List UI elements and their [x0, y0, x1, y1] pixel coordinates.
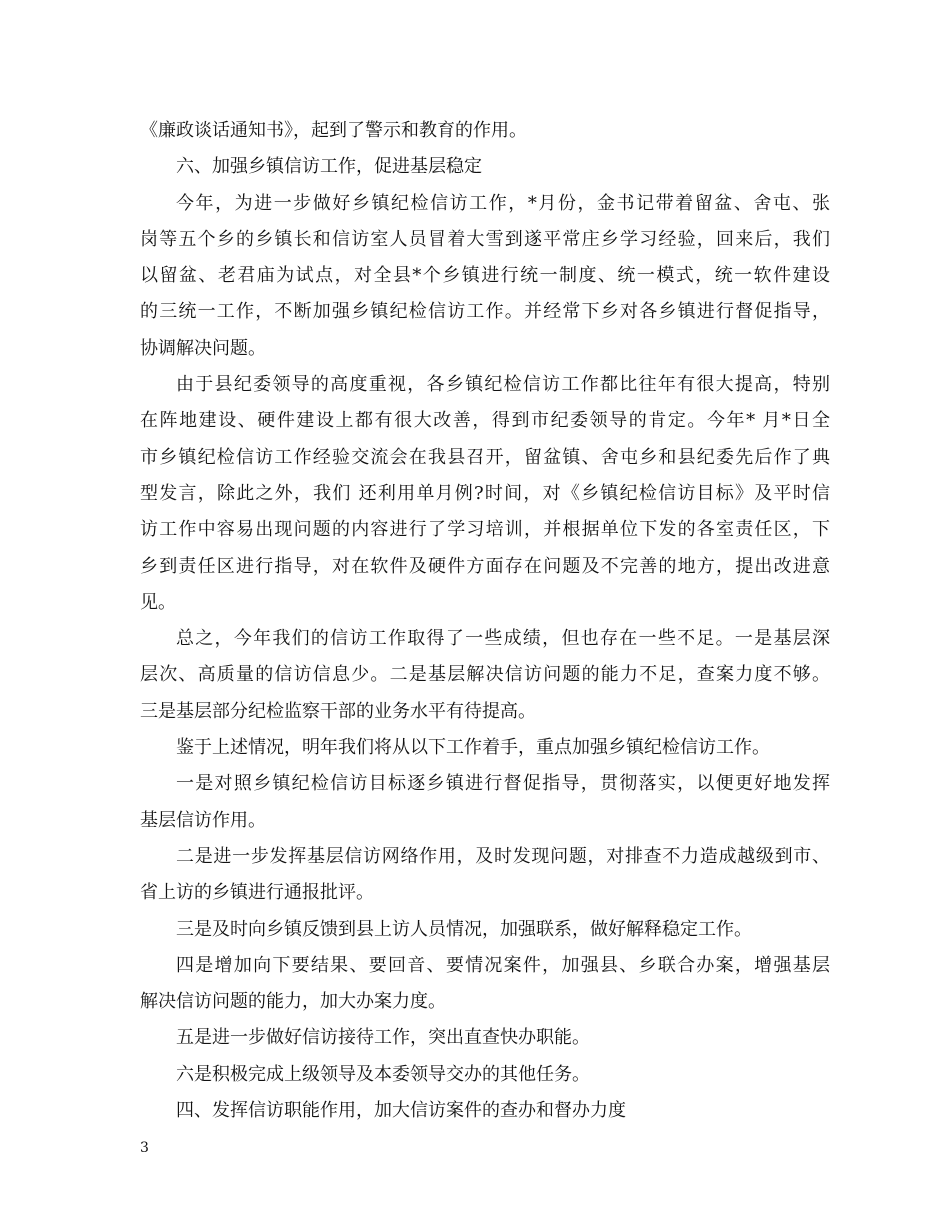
text-line: 五是进一步做好信访接待工作，突出直查快办职能。	[176, 1027, 590, 1049]
section-heading: 六、加强乡镇信访工作，促进基层稳定	[176, 156, 482, 178]
text-line: 在阵地建设、硬件建设上都有很大改善，得到市纪委领导的肯定。今年* 月*日全	[140, 410, 830, 432]
text-line: 的三统一工作，不断加强乡镇纪检信访工作。并经常下乡对各乡镇进行督促指导，	[140, 301, 830, 323]
text-line: 总之，今年我们的信访工作取得了一些成绩，但也存在一些不足。一是基层深	[176, 628, 830, 650]
text-line: 《廉政谈话通知书》，起到了警示和教育的作用。	[140, 120, 527, 141]
text-line: 层次、高质量的信访信息少。二是基层解决信访问题的能力不足，查案力度不够。	[140, 664, 830, 686]
text-line: 二是进一步发挥基层信访网络作用，及时发现问题，对排查不力造成越级到市、	[176, 845, 830, 867]
page-number: 3	[140, 1140, 149, 1156]
text-line: 基层信访作用。	[140, 809, 266, 831]
text-line: 以留盆、老君庙为试点，对全县*个乡镇进行统一制度、统一模式，统一软件建设	[140, 265, 830, 287]
body-text	[140, 113, 830, 1129]
text-line: 见。	[140, 591, 176, 613]
text-line: 今年，为进一步做好乡镇纪检信访工作，*月份，金书记带着留盆、舍屯、张	[176, 192, 830, 214]
text-line: 解决信访问题的能力，加大办案力度。	[140, 991, 446, 1013]
text-line: 型发言，除此之外，我们 还利用单月例?时间，对《乡镇纪检信访目标》及平时信	[140, 482, 830, 504]
text-line: 市乡镇纪检信访工作经验交流会在我县召开，留盆镇、舍屯乡和县纪委先后作了典	[140, 446, 830, 468]
text-line: 六是积极完成上级领导及本委领导交办的其他任务。	[176, 1063, 590, 1085]
text-line: 省上访的乡镇进行通报批评。	[140, 882, 374, 904]
text-line: 四是增加向下要结果、要回音、要情况案件，加强县、乡联合办案，增强基层	[176, 954, 830, 976]
section-heading: 四、发挥信访职能作用，加大信访案件的查办和督办力度	[176, 1100, 626, 1122]
text-line: 鉴于上述情况，明年我们将从以下工作着手，重点加强乡镇纪检信访工作。	[176, 737, 770, 759]
text-line: 三是基层部分纪检监察干部的业务水平有待提高。	[140, 700, 536, 722]
text-line: 一是对照乡镇纪检信访目标逐乡镇进行督促指导，贯彻落实，以便更好地发挥	[176, 773, 830, 795]
text-line: 乡到责任区进行指导，对在软件及硬件方面存在问题及不完善的地方，提出改进意	[140, 555, 830, 577]
text-line: 岗等五个乡的乡镇长和信访室人员冒着大雪到遂平常庄乡学习经验，回来后，我们	[140, 228, 830, 250]
text-line: 协调解决问题。	[140, 337, 266, 359]
text-line: 访工作中容易出现问题的内容进行了学习培训，并根据单位下发的各室责任区，下	[140, 519, 830, 541]
text-line: 三是及时向乡镇反馈到县上访人员情况，加强联系，做好解释稳定工作。	[176, 918, 752, 940]
text-line: 由于县纪委领导的高度重视，各乡镇纪检信访工作都比往年有很大提高，特别	[176, 374, 830, 396]
